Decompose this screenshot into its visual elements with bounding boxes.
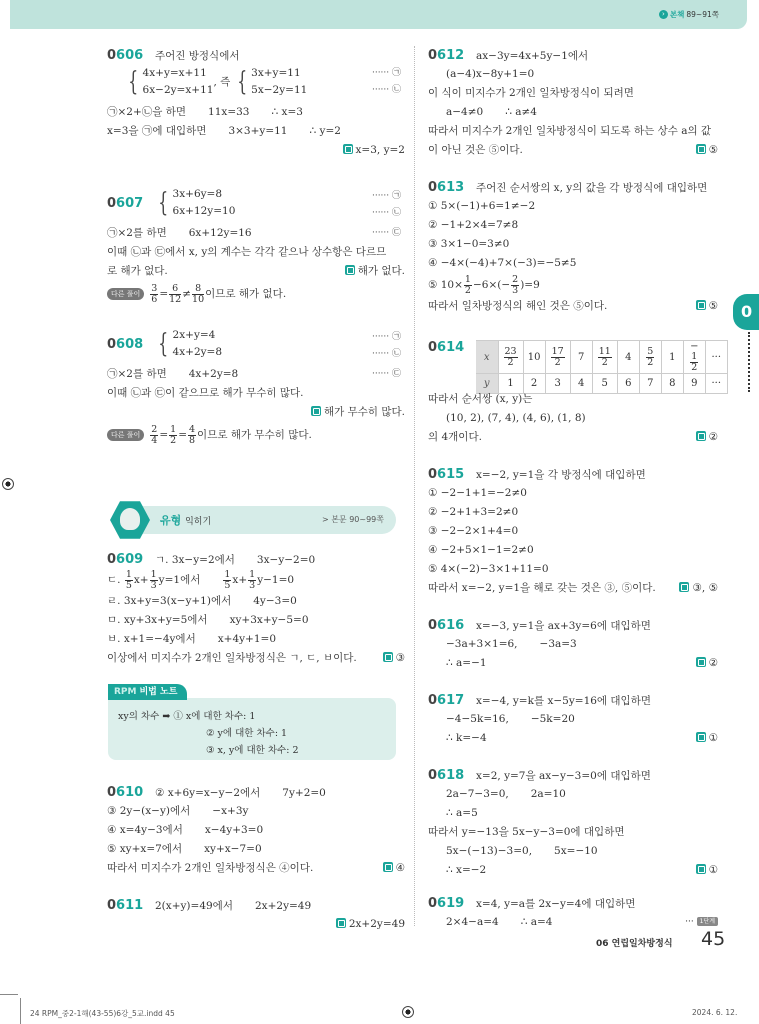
answer-icon — [383, 652, 393, 662]
text: 로 해가 없다. — [107, 265, 168, 277]
choice: ⑤ 10× $\frac{1}{2}$ −6×(− $\frac{2}{3}$ )=9 — [428, 273, 540, 296]
text: ㅁ. xy+3x+y=5에서 — [107, 614, 208, 626]
choice: ① −2−1+1=−2≠0 — [428, 487, 527, 499]
x-cell: 7 — [570, 341, 592, 374]
alt-solution-badge: 다른 풀이 — [107, 288, 144, 300]
equation: ∴ a=5 — [446, 807, 478, 819]
x-header: x — [476, 341, 498, 374]
tag: ······ ㉡ — [371, 349, 401, 359]
equation: −3a=3 — [539, 638, 577, 650]
answer-icon — [383, 862, 393, 872]
text: 따라서 y=−13을 5x−y−3=0에 대입하면 — [428, 826, 625, 838]
chapter-side-tab[interactable]: 0 — [733, 294, 759, 330]
x-cell: ··· — [705, 341, 727, 374]
equation: 5x−(−13)−3=0, — [446, 845, 533, 857]
equation: ∴ a≠4 — [505, 106, 537, 118]
answer: ③ — [395, 652, 405, 664]
dots: ··· — [685, 917, 694, 927]
x-cell: 10 — [523, 341, 545, 374]
equation: 4x+2y=8 — [188, 368, 239, 380]
problem-0611 — [107, 896, 407, 934]
text: ③ x, y에 대한 차수: 2 — [206, 745, 299, 756]
equation: −4−5k=16, — [446, 713, 509, 725]
answer: 해가 없다. — [357, 265, 405, 277]
text: 따라서 미지수가 2개인 일차방정식이 되도록 하는 상수 a의 값 — [428, 125, 712, 137]
problem-0619 — [428, 894, 720, 932]
xy-table — [476, 340, 728, 394]
text: x=−2, y=1을 각 방정식에 대입하면 — [476, 469, 646, 481]
text: ② x+6y=x−y−2에서 — [155, 787, 261, 799]
x-cell: $\frac{11}{2}$ — [592, 341, 617, 374]
choice: ⑤ 4×(−2)−3×1+11=0 — [428, 563, 549, 575]
text: 이때 ㉡과 ㉢이 같으므로 해가 무수히 많다. — [107, 387, 304, 399]
problem-0608: 0608 { 2x+y=4 4x+2y=8 ······ ㉠ ······ ㉡ ㉠×2를 하면 4x+2y=8 ······ ㉢ 이때 ㉡과 ㉢이 같으므로 해가 무수히 많다. 해가 무수히 많다. 다른 풀이 $\frac{2}{4}$ = $\frac{1}{2}$ = $\frac{4}{8}$ 이므로 해가 무수히 많다. — [107, 329, 405, 446]
x-cell: $\frac{23}{2}$ — [498, 341, 523, 374]
problem-number: 0616 — [428, 618, 465, 633]
problem-0612 — [428, 46, 720, 160]
answer-icon — [345, 265, 355, 275]
left-column-bottom — [107, 783, 407, 934]
text: 이므로 해가 무수히 많다. — [197, 429, 312, 441]
x-cell: $\frac{5}{2}$ — [639, 341, 661, 374]
chapter-title: 06 연립일차방정식 — [596, 939, 673, 949]
arrow-right-icon: ➡ — [162, 711, 171, 722]
equation: 3x+6y=8 — [172, 188, 223, 200]
answer-icon — [311, 406, 321, 416]
answer: ① — [708, 732, 718, 744]
answer-icon — [696, 431, 706, 441]
equation: ax−3y=4x+5y−1에서 — [476, 50, 589, 62]
problem-number: 0610 — [107, 785, 144, 800]
text: x=3을 ㉠에 대입하면 — [107, 125, 207, 137]
text: ㉠×2를 하면 — [107, 227, 167, 239]
problem-number: 0606 — [107, 48, 144, 63]
problem-number: 0614 — [428, 340, 465, 355]
equation: 6x−2y=x+11 — [142, 84, 214, 96]
text: ③ 2y−(x−y)에서 — [107, 805, 191, 817]
problem-number: 0617 — [428, 693, 465, 708]
y-cell: 7 — [639, 374, 661, 394]
section-ref-link[interactable]: > 본문 90~99쪽 — [321, 515, 384, 524]
y-header: y — [476, 374, 498, 394]
equation: 3x−y−2=0 — [256, 554, 316, 566]
problem-0610 — [107, 783, 407, 878]
left-column — [107, 46, 407, 448]
y-cell: 5 — [592, 374, 617, 394]
equation: −3a+3×1=6, — [446, 638, 518, 650]
text: 따라서 순서쌍 (x, y)는 — [428, 393, 533, 405]
tag: ······ ㉢ — [371, 369, 401, 379]
text: x=−3, y=1을 ax+3y=6에 대입하면 — [476, 620, 651, 632]
text: x=−4, y=k를 x−5y=16에 대입하면 — [476, 695, 651, 707]
y-cell: 8 — [661, 374, 683, 394]
problem-number: 0618 — [428, 768, 465, 783]
rpm-secret-note — [108, 684, 396, 760]
equation: 5x−2y=11 — [251, 84, 308, 96]
text: ㉠×2+㉡을 하면 — [107, 106, 187, 118]
text: ㄱ. 3x−y=2에서 — [155, 554, 235, 566]
answer-icon — [343, 144, 353, 154]
answer: 2x+2y=49 — [348, 918, 405, 930]
answer-icon — [696, 732, 706, 742]
registration-mark-icon — [2, 478, 14, 490]
equation: ∴ y=2 — [309, 125, 341, 137]
text: x=4, y=a를 2x−y=4에 대입하면 — [476, 898, 636, 910]
equation: 11x=33 — [208, 106, 250, 118]
equation: ∴ x=3 — [271, 106, 303, 118]
problem-0607: 0607 { 3x+6y=8 6x+12y=10 ······ ㉠ ······ ㉡ ㉠×2를 하면 6x+12y=16 ······ ㉢ 이때 ㉡과 ㉢에서 x, y의 계수는 각각 같으나 상수항은 다르므 로 해가 없다. 해가 없다. 다른 풀이 $\frac{3}{6}$ = $\frac{6}{12}$ ≠ $\frac{8}{10}$ 이므로 해가 없다. — [107, 188, 405, 305]
answer: ⑤ — [708, 144, 718, 156]
slug-date: 2024. 6. 12. — [692, 1008, 738, 1017]
equation: ∴ k=−4 — [446, 732, 487, 744]
equation: ∴ x=−2 — [446, 864, 487, 876]
crop-mark — [20, 998, 21, 1024]
y-cell: ··· — [705, 374, 727, 394]
text: ② y에 대한 차수: 1 — [206, 728, 288, 739]
equation: a−4≠0 — [446, 106, 484, 118]
problem-0618 — [428, 766, 720, 880]
equation: 6x+12y=16 — [188, 227, 252, 239]
top-banner — [10, 0, 747, 29]
problem-number: 0619 — [428, 896, 465, 911]
chevron-right-circle-icon: › — [659, 10, 668, 19]
choice: ④ −4×(−4)+7×(−3)=−5≠5 — [428, 257, 577, 269]
x-cell: $\frac{17}{2}$ — [545, 341, 570, 374]
problem-number: 0608 — [107, 336, 144, 352]
section-title: 유형 — [160, 514, 182, 527]
text: , 즉 — [213, 76, 231, 88]
section-subtitle: 익히기 — [185, 517, 212, 527]
tag: ······ ㉠ — [371, 332, 401, 342]
text: 주어진 방정식에서 — [155, 50, 240, 62]
text: 이상에서 미지수가 2개인 일차방정식은 ㄱ, ㄷ, ㅂ이다. — [107, 652, 357, 664]
tag: ······ ㉡ — [371, 208, 401, 218]
text: 따라서 미지수가 2개인 일차방정식은 ④이다. — [107, 862, 314, 874]
problem-0606: 0606 주어진 방정식에서 { 4x+y=x+11 6x−2y=x+11 , 즉 { 3x+y=11 5x−2y=11 ······ ㉠ ······ ㉡ ㉠×2+㉡을 하면 11x=33 ∴ x=3 x=3을 ㉠에 대입하면 3×3+y=11 ∴ y=2 x=3, y=2 — [107, 48, 405, 156]
equation: ∴ a=4 — [520, 916, 553, 928]
slug-file: 24 RPM_중2-1해(43-55)6강_5교.indd 45 — [30, 1009, 175, 1018]
text: 2(x+y)=49에서 — [155, 900, 233, 912]
problem-number: 0607 — [107, 195, 144, 211]
equation: −x+3y — [212, 805, 249, 817]
crop-mark — [0, 994, 18, 995]
problem-0609: 0609 ㄱ. 3x−y=2에서 3x−y−2=0 ㄷ. $\frac{1}{5}$ x+ $\frac{1}{3}$ y=1에서 $\frac{1}{5}$ x+ $\frac{1}{3}$ y−1=0 ㄹ. 3x+y=3(x−y+1)에서 4y−3=0 ㅁ. xy+3x+y=5에서 xy+3x+y−5=0 ㅂ. x+1=−4y에서 x+4y+1=0 이상에서 미지수가 2개인 일차방정식은 ㄱ, ㄷ, ㅂ이다. ③ — [107, 552, 405, 664]
text: ㅂ. x+1=−4y에서 — [107, 633, 196, 645]
answer: ③, ⑤ — [692, 582, 718, 594]
equation: 6x+12y=10 — [172, 205, 236, 217]
text: 이므로 해가 없다. — [205, 288, 287, 300]
left-column-lower — [107, 550, 407, 668]
text: ① x에 대한 차수: 1 — [173, 711, 256, 722]
text: 주어진 순서쌍의 x, y의 값을 각 방정식에 대입하면 — [476, 182, 708, 194]
problem-0614 — [428, 340, 720, 447]
answer-icon — [679, 582, 689, 592]
answer-icon — [696, 657, 706, 667]
alt-solution-badge: 다른 풀이 — [107, 429, 144, 441]
tag: ······ ㉠ — [371, 68, 401, 78]
text: ㉠×2를 하면 — [107, 368, 167, 380]
equation: 5x=−10 — [554, 845, 598, 857]
answer: x=3, y=2 — [355, 144, 405, 156]
y-cell: 3 — [545, 374, 570, 394]
equation: 3x+y=11 — [251, 67, 301, 79]
registration-mark-icon — [402, 1006, 414, 1018]
problem-0617 — [428, 691, 720, 748]
problem-number: 0611 — [107, 898, 144, 913]
problem-0616 — [428, 616, 720, 673]
answer: ② — [708, 657, 718, 669]
text: xy의 차수 — [118, 711, 160, 722]
tag: ······ ㉡ — [371, 85, 401, 95]
equation: (a−4)x−8y+1=0 — [446, 68, 535, 80]
text: 이때 ㉡과 ㉢에서 x, y의 계수는 각각 같으나 상수항은 다르므 — [107, 246, 387, 258]
answer-icon — [696, 300, 706, 310]
x-cell: 4 — [617, 341, 639, 374]
text: 이 아닌 것은 ⑤이다. — [428, 144, 523, 156]
side-tab-vertical-text — [748, 332, 754, 392]
problem-number: 0609 — [107, 552, 144, 567]
equation: x−4y+3=0 — [204, 824, 264, 836]
x-cell: 1 — [661, 341, 683, 374]
tag: ······ ㉠ — [371, 191, 401, 201]
choice: ② −2+1+3=2≠0 — [428, 506, 519, 518]
equation: xy+x−7=0 — [204, 843, 262, 855]
answer-icon — [696, 864, 706, 874]
equation: 2x+y=4 — [172, 329, 216, 341]
ref-pages: 89~91쪽 — [686, 10, 719, 19]
answer: ⑤ — [708, 300, 718, 312]
equation: 3×3+y=11 — [228, 125, 288, 137]
answer: ② — [708, 431, 718, 443]
page-number: 45 — [701, 928, 726, 950]
x-cell: − $\frac{1}{2}$ — [683, 341, 705, 374]
text: 따라서 일차방정식의 해인 것은 ⑤이다. — [428, 300, 608, 312]
text: 의 4개이다. — [428, 431, 482, 443]
answer: ④ — [395, 862, 405, 874]
equation: 2a−7−3=0, — [446, 788, 509, 800]
equation: 2a=10 — [530, 788, 566, 800]
y-cell: 6 — [617, 374, 639, 394]
answer: ① — [708, 864, 718, 876]
problem-number: 0612 — [428, 48, 465, 63]
equation: 7y+2=0 — [282, 787, 326, 799]
answer: 해가 무수히 많다. — [323, 406, 405, 418]
section-banner — [110, 500, 396, 540]
choice: ② −1+2×4=7≠8 — [428, 219, 519, 231]
problem-0613 — [428, 178, 720, 316]
equation: 2x+2y=49 — [254, 900, 312, 912]
equation: 2×4−a=4 — [446, 916, 499, 928]
choice: ③ 3×1−0=3≠0 — [428, 238, 510, 250]
text: (10, 2), (7, 4), (4, 6), (1, 8) — [446, 412, 586, 424]
equation: 4y−3=0 — [253, 595, 297, 607]
text: 이 식이 미지수가 2개인 일차방정식이 되려면 — [428, 87, 634, 99]
right-column — [428, 46, 720, 932]
answer-ref-link[interactable] — [659, 9, 719, 20]
y-cell: 2 — [523, 374, 545, 394]
ref-label: 본책 — [669, 10, 685, 19]
choice: ③ −2−2×1+4=0 — [428, 525, 519, 537]
y-cell: 9 — [683, 374, 705, 394]
step-badge: 1단계 — [697, 917, 718, 926]
equation: 4x+2y=8 — [172, 346, 223, 358]
problem-number: 0615 — [428, 467, 465, 482]
equation: 4x+y=x+11 — [142, 67, 207, 79]
equation: ∴ a=−1 — [446, 657, 487, 669]
answer-icon — [696, 144, 706, 154]
text: ④ x=4y−3에서 — [107, 824, 183, 836]
problem-number: 0613 — [428, 180, 465, 195]
y-cell: 1 — [498, 374, 523, 394]
text: ⑤ xy+x=7에서 — [107, 843, 183, 855]
text: ㄹ. 3x+y=3(x−y+1)에서 — [107, 595, 232, 607]
column-divider — [414, 46, 415, 926]
choice: ① 5×(−1)+6=1≠−2 — [428, 200, 536, 212]
problem-0615 — [428, 465, 720, 598]
choice: ④ −2+5×1−1=2≠0 — [428, 544, 534, 556]
note-tab: RPM 비법 노트 — [108, 684, 187, 700]
tag: ······ ㉢ — [371, 228, 401, 238]
text: 따라서 x=−2, y=1을 해로 갖는 것은 ③, ⑤이다. — [428, 582, 656, 594]
equation: x+4y+1=0 — [217, 633, 277, 645]
equation: −5k=20 — [530, 713, 575, 725]
equation: xy+3x+y−5=0 — [229, 614, 309, 626]
answer-icon — [336, 918, 346, 928]
y-cell: 4 — [570, 374, 592, 394]
text: x=2, y=7을 ax−y−3=0에 대입하면 — [476, 770, 651, 782]
